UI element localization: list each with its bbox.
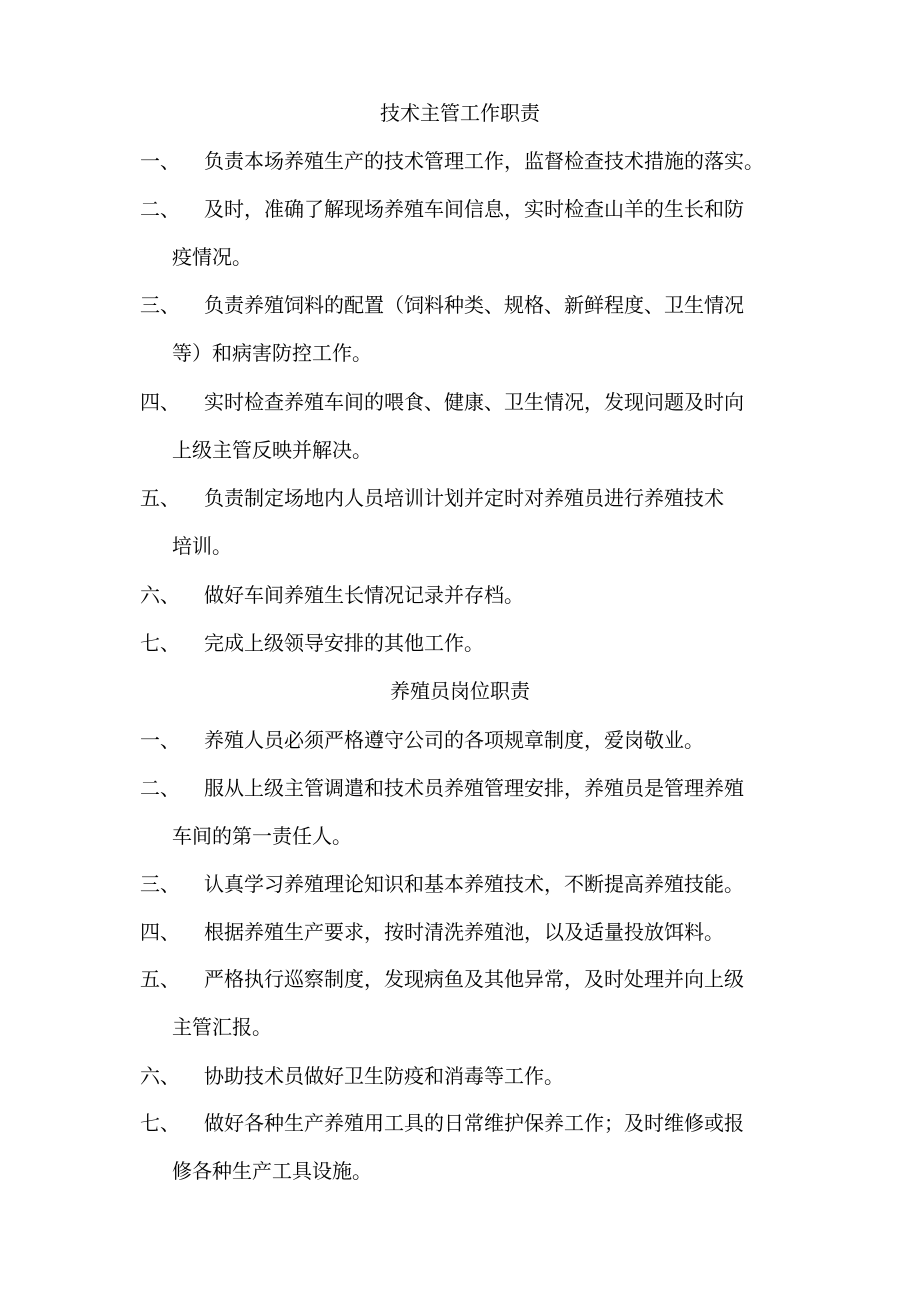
item-line: 做好各种生产养殖用工具的日常维护保养工作；及时维修或报 bbox=[204, 1111, 744, 1135]
tech-item-3 bbox=[140, 281, 790, 377]
item-line: 及时，准确了解现场养殖车间信息，实时检查山羊的生长和防 bbox=[204, 197, 744, 221]
item-line: 负责养殖饲料的配置（饲料种类、规格、新鲜程度、卫生情况 bbox=[204, 293, 744, 317]
item-number: 七、 bbox=[140, 1111, 180, 1135]
breeder-item-4 bbox=[140, 908, 790, 956]
item-line: 负责制定场地内人员培训计划并定时对养殖员进行养殖技术 bbox=[204, 486, 724, 510]
item-line-continued: 培训。 bbox=[172, 534, 232, 558]
breeder-item-2 bbox=[140, 764, 790, 860]
tech-item-2 bbox=[140, 185, 790, 281]
tech-item-7 bbox=[140, 619, 790, 667]
item-line: 协助技术员做好卫生防疫和消毒等工作。 bbox=[204, 1064, 564, 1088]
breeder-item-7 bbox=[140, 1099, 790, 1195]
item-number: 四、 bbox=[140, 390, 180, 414]
item-line-continued: 车间的第一责任人。 bbox=[172, 824, 352, 848]
item-line: 完成上级领导安排的其他工作。 bbox=[204, 631, 484, 655]
item-line-continued: 主管汇报。 bbox=[172, 1015, 272, 1039]
tech-item-4 bbox=[140, 378, 790, 474]
item-line: 认真学习养殖理论知识和基本养殖技术，不断提高养殖技能。 bbox=[204, 872, 744, 896]
section-title-tech-supervisor: 技术主管工作职责 bbox=[380, 101, 540, 125]
item-number: 一、 bbox=[140, 728, 180, 752]
item-line: 做好车间养殖生长情况记录并存档。 bbox=[204, 583, 524, 607]
breeder-item-5 bbox=[140, 955, 790, 1051]
tech-item-6 bbox=[140, 571, 790, 619]
breeder-item-1 bbox=[140, 716, 790, 764]
item-line: 严格执行巡察制度，发现病鱼及其他异常，及时处理并向上级 bbox=[204, 967, 744, 991]
item-line: 负责本场养殖生产的技术管理工作，监督检查技术措施的落实。 bbox=[204, 149, 764, 173]
item-number: 三、 bbox=[140, 872, 180, 896]
item-number: 六、 bbox=[140, 1064, 180, 1088]
item-number: 五、 bbox=[140, 486, 180, 510]
item-number: 一、 bbox=[140, 149, 180, 173]
tech-item-1 bbox=[140, 137, 790, 185]
tech-item-5 bbox=[140, 474, 790, 570]
section-title-breeder: 养殖员岗位职责 bbox=[390, 679, 530, 703]
item-number: 七、 bbox=[140, 631, 180, 655]
item-line-continued: 等）和病害防控工作。 bbox=[172, 341, 372, 365]
item-line-continued: 修各种生产工具设施。 bbox=[172, 1159, 372, 1183]
item-number: 四、 bbox=[140, 920, 180, 944]
item-line: 养殖人员必须严格遵守公司的各项规章制度，爱岗敬业。 bbox=[204, 728, 704, 752]
item-number: 三、 bbox=[140, 293, 180, 317]
item-number: 六、 bbox=[140, 583, 180, 607]
item-number: 二、 bbox=[140, 776, 180, 800]
breeder-item-3 bbox=[140, 860, 790, 908]
item-line: 实时检查养殖车间的喂食、健康、卫生情况，发现问题及时向 bbox=[204, 390, 744, 414]
item-line-continued: 疫情况。 bbox=[172, 245, 252, 269]
item-line-continued: 上级主管反映并解决。 bbox=[172, 438, 372, 462]
item-line: 根据养殖生产要求，按时清洗养殖池，以及适量投放饵料。 bbox=[204, 920, 724, 944]
item-number: 二、 bbox=[140, 197, 180, 221]
item-line: 服从上级主管调遣和技术员养殖管理安排，养殖员是管理养殖 bbox=[204, 776, 744, 800]
item-number: 五、 bbox=[140, 967, 180, 991]
breeder-item-6 bbox=[140, 1052, 790, 1100]
